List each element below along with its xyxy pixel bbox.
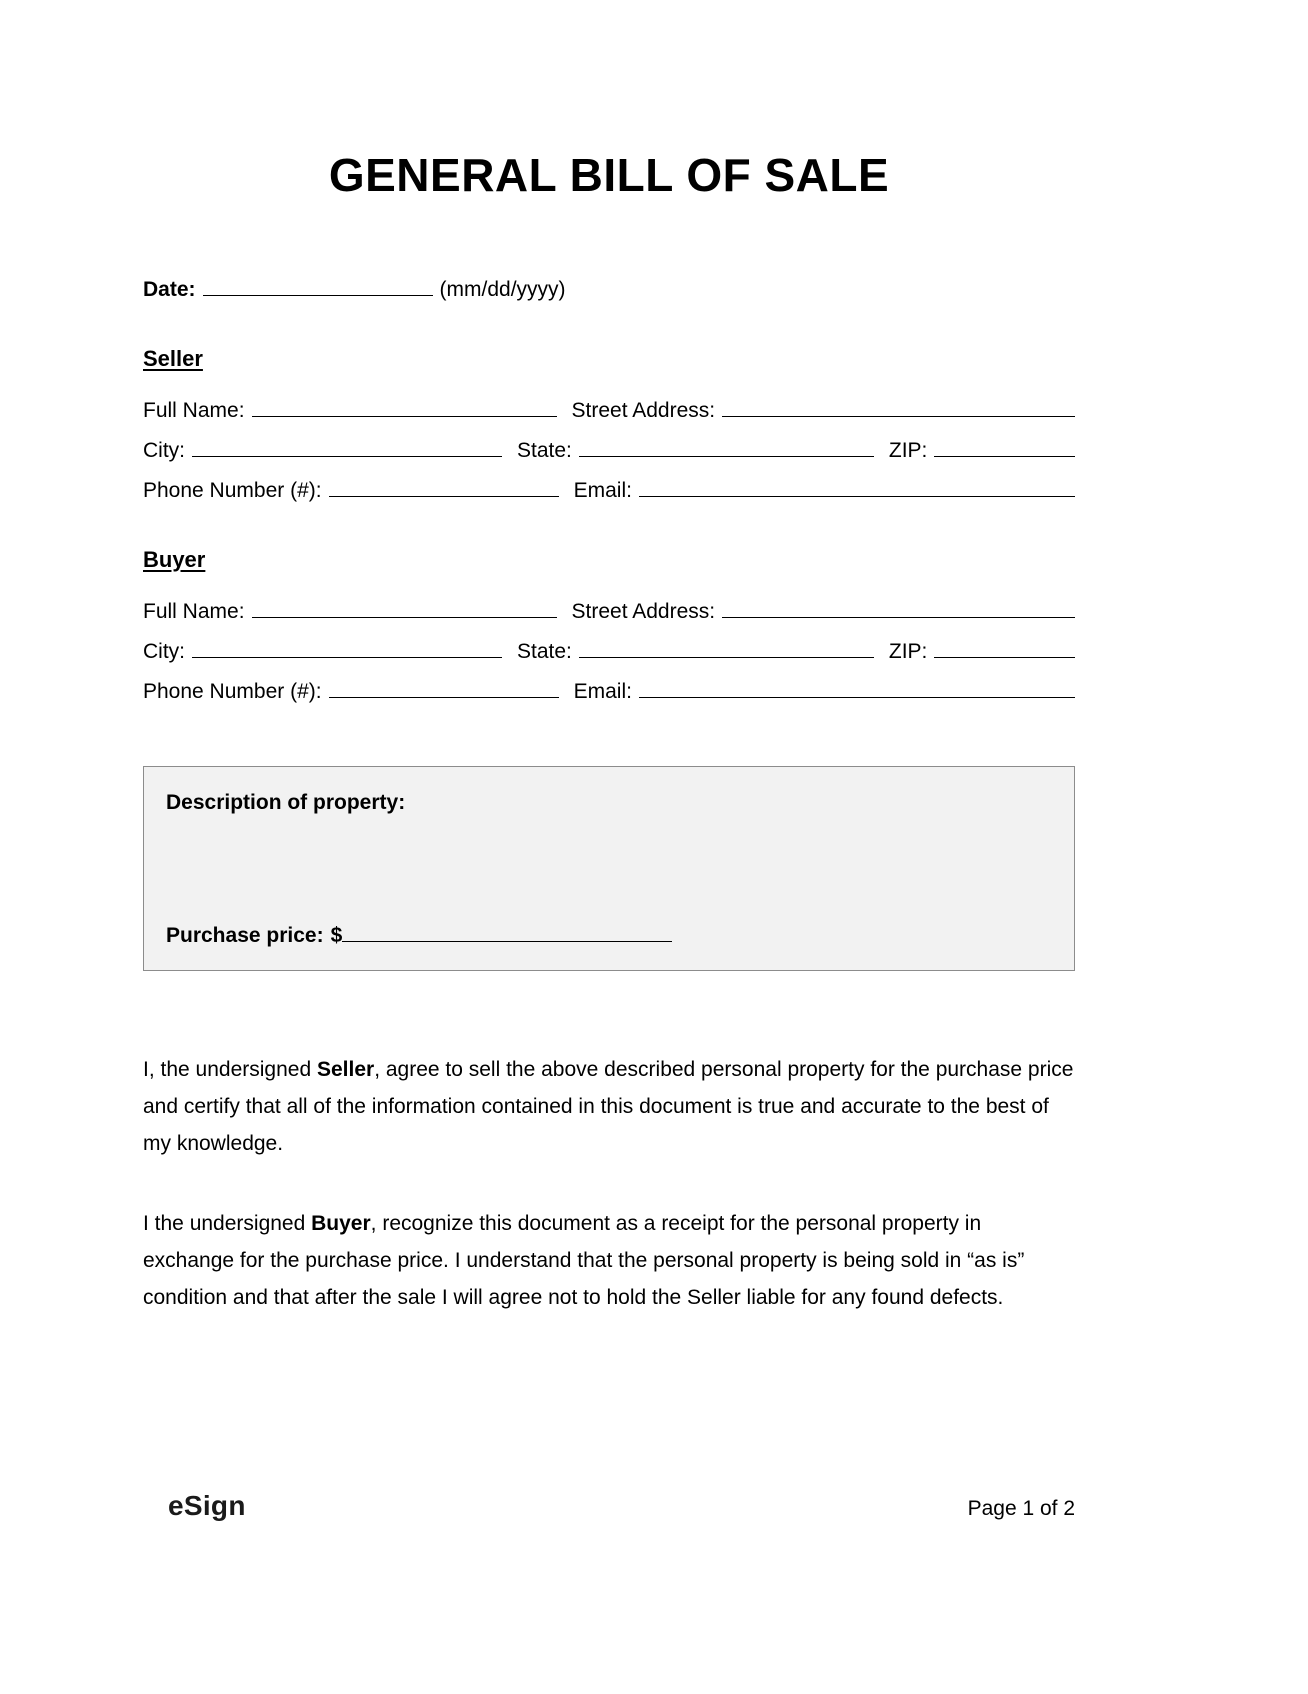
seller-phone-blank-line	[329, 479, 559, 497]
buyer-heading: Buyer	[143, 547, 206, 572]
email-label: Email:	[573, 479, 632, 502]
buyer-email-blank-line	[639, 680, 1075, 698]
seller-section	[143, 346, 1075, 503]
full-name-label: Full Name:	[143, 399, 245, 422]
buyer-zip-blank-line	[934, 640, 1075, 658]
phone-label: Phone Number (#):	[143, 479, 322, 502]
esign-logo: eSign	[168, 1490, 246, 1521]
street-address-label: Street Address:	[571, 600, 716, 623]
date-label: Date:	[143, 278, 196, 301]
seller-zip-blank-line	[934, 439, 1075, 457]
date-blank-line	[203, 278, 433, 296]
purchase-price-blank-line	[342, 924, 672, 942]
buyer-full-name-blank-line	[252, 600, 557, 618]
buyer-section	[143, 547, 1075, 704]
full-name-label: Full Name:	[143, 600, 245, 623]
state-label: State:	[517, 640, 572, 663]
street-address-label: Street Address:	[571, 399, 716, 422]
seller-city-state-zip-row	[143, 439, 1075, 463]
buyer-phone-email-row	[143, 680, 1075, 704]
phone-label: Phone Number (#):	[143, 680, 322, 703]
zip-label: ZIP:	[888, 640, 928, 663]
page-title: GENERAL BILL OF SALE	[328, 149, 890, 201]
seller-agreement-paragraph	[143, 1051, 1075, 1162]
seller-paragraph-post: , agree to sell the above described personal property for the purchase price and certify that all of the information contained in this document is true and accurate to the best of my knowledge.	[143, 1058, 1074, 1155]
email-label: Email:	[573, 680, 632, 703]
seller-city-blank-line	[192, 439, 502, 457]
buyer-street-address-blank-line	[722, 600, 1075, 618]
buyer-city-state-zip-row	[143, 640, 1075, 664]
seller-paragraph-bold: Seller	[316, 1058, 375, 1081]
buyer-state-blank-line	[579, 640, 874, 658]
purchase-price-label: Purchase price:	[166, 924, 324, 947]
seller-state-blank-line	[579, 439, 874, 457]
city-label: City:	[143, 640, 185, 663]
buyer-agreement-paragraph	[143, 1205, 1075, 1316]
buyer-paragraph-post: , recognize this document as a receipt for the personal property in exchange for the purchase price. I understand that the personal property is being sold in “as is” condition and that after the sale I will agree not to hold the Seller liable for any found defects.	[143, 1212, 1025, 1309]
seller-name-address-row	[143, 399, 1075, 423]
date-format-hint: (mm/dd/yyyy)	[439, 278, 566, 301]
description-of-property-label: Description of property:	[166, 791, 406, 814]
page-footer	[168, 1490, 1075, 1522]
zip-label: ZIP:	[888, 439, 928, 462]
purchase-price-row	[166, 924, 1052, 948]
buyer-name-address-row	[143, 600, 1075, 624]
property-description-box	[143, 766, 1075, 971]
seller-email-blank-line	[639, 479, 1075, 497]
city-label: City:	[143, 439, 185, 462]
buyer-phone-blank-line	[329, 680, 559, 698]
state-label: State:	[517, 439, 572, 462]
seller-heading: Seller	[143, 346, 203, 371]
buyer-paragraph-pre: I the undersigned	[143, 1212, 312, 1235]
buyer-paragraph-bold: Buyer	[311, 1212, 371, 1235]
date-row	[143, 278, 1075, 302]
page-number-indicator: Page 1 of 2	[967, 1497, 1075, 1520]
seller-full-name-blank-line	[252, 399, 557, 417]
seller-street-address-blank-line	[722, 399, 1075, 417]
buyer-city-blank-line	[192, 640, 502, 658]
currency-symbol: $	[330, 924, 343, 947]
seller-phone-email-row	[143, 479, 1075, 503]
seller-paragraph-pre: I, the undersigned	[143, 1058, 317, 1081]
